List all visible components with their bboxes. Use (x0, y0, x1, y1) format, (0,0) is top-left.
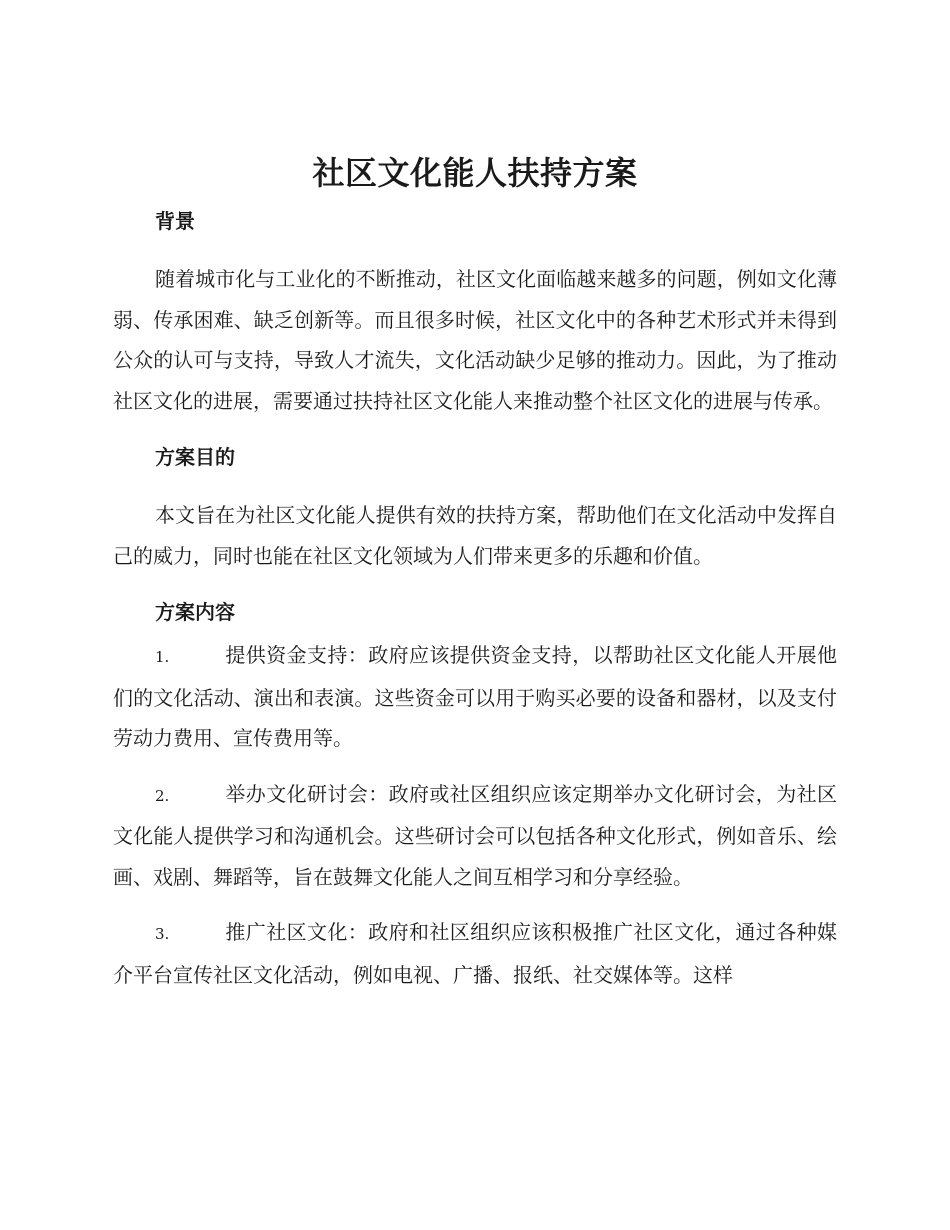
document-body (113, 198, 837, 995)
section-heading-background: 背景 (155, 209, 195, 233)
list-item (113, 912, 837, 995)
list-item-number: 2. (155, 786, 170, 805)
list-item (113, 774, 837, 898)
list-item-text: 举办文化研讨会：政府或社区组织应该定期举办文化研讨会，为社区文化能人提供学习和沟通机会。这些研讨会可以包括各种文化形式，例如音乐、绘画、戏剧、舞蹈等，旨在鼓舞文化能人之间互相学习和分享经验。 (113, 781, 837, 889)
list-item-text: 推广社区文化：政府和社区组织应该积极推广社区文化，通过各种媒介平台宣传社区文化活动，例如电视、广播、报纸、社交媒体等。这样 (113, 920, 837, 987)
purpose-paragraph: 本文旨在为社区文化能人提供有效的扶持方案，帮助他们在文化活动中发挥自己的威力，同时也能在社区文化领域为人们带来更多的乐趣和价值。 (113, 503, 837, 568)
list-item-text: 提供资金支持：政府应该提供资金支持，以帮助社区文化能人开展他们的文化活动、演出和表演。这些资金可以用于购买必要的设备和器材，以及支付劳动力费用、宣传费用等。 (113, 643, 837, 750)
background-paragraph: 随着城市化与工业化的不断推动，社区文化面临越来越多的问题，例如文化薄弱、传承困难、缺乏创新等。而且很多时候，社区文化中的各种艺术形式并未得到公众的认可与支持，导致人才流失，文化活动缺少足够的推动力。因此，为了推动社区文化的进展，需要通过扶持社区文化能人来推动整个社区文化的进展与传承。 (113, 267, 837, 413)
list-item (113, 635, 837, 759)
list-item-number: 3. (155, 925, 170, 943)
section-heading-purpose: 方案目的 (155, 445, 235, 469)
section-heading-content: 方案内容 (155, 600, 235, 624)
document-title: 社区文化能人扶持方案 (312, 154, 638, 192)
list-item-number: 1. (155, 648, 170, 666)
